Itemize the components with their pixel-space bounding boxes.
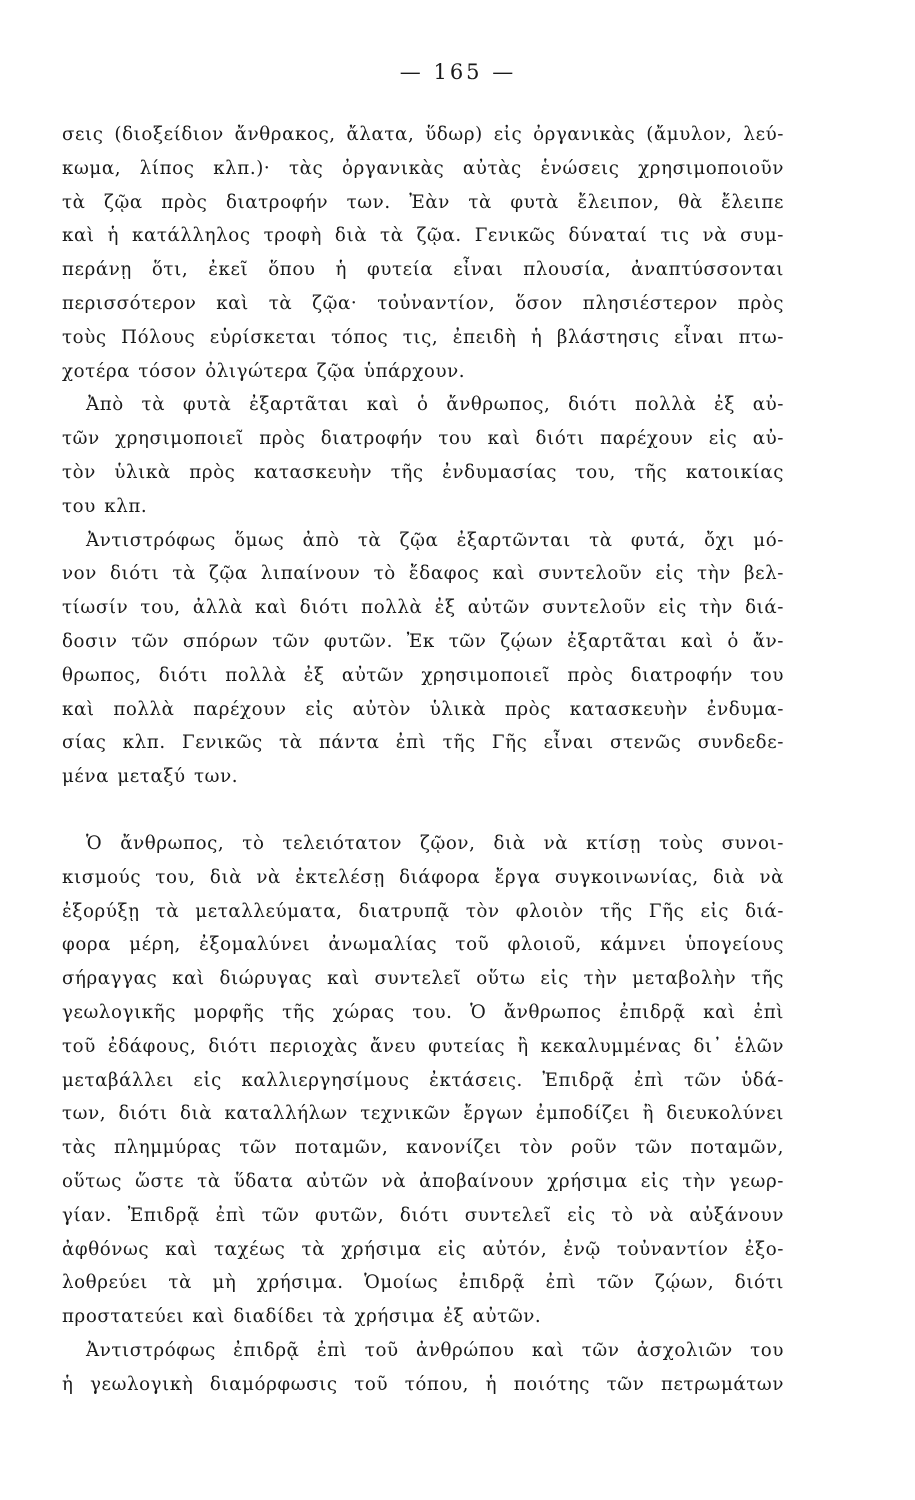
- text-line: σεις (διοξείδιον ἄνθρακος, ἄλατα, ὕδωρ) εἰς ὀργανικὰς (ἄμυλον, λεύ-: [62, 124, 784, 145]
- text-line: μεταβάλλει εἰς καλλιεργησίμους ἐκτάσεις. Ἐπιδρᾷ ἐπὶ τῶν ὑδά-: [62, 1069, 784, 1091]
- text-line: οὕτως ὥστε τὰ ὕδατα αὐτῶν νὰ ἀποβαίνουν χρήσιμα εἰς τὴν γεωρ-: [62, 1170, 784, 1192]
- text-line: κωμα, λίπος κλπ.)· τὰς ὀργανικὰς αὐτὰς ἑνώσεις χρησιμοποιοῦν: [62, 157, 784, 179]
- text-line: δοσιν τῶν σπόρων τῶν φυτῶν. Ἐκ τῶν ζῴων ἐξαρτᾶται καὶ ὁ ἄν-: [62, 630, 784, 652]
- text-line: των, διότι διὰ καταλλήλων τεχνικῶν ἔργων ἐμποδίζει ἢ διευκολύνει: [62, 1103, 784, 1125]
- text-line: τὸν ὑλικὰ πρὸς κατασκευὴν τῆς ἐνδυμασίας του, τῆς κατοικίας: [62, 461, 784, 483]
- paragraph-5: [62, 1334, 784, 1368]
- text-line: γεωλογικῆς μορφῆς τῆς χώρας του. Ὁ ἄνθρωπος ἐπιδρᾷ καὶ ἐπὶ: [62, 1001, 784, 1023]
- text-line: του κλπ.: [62, 495, 148, 517]
- text-line: ἀφθόνως καὶ ταχέως τὰ χρήσιμα εἰς αὐτόν, ἐνῷ τοὐναντίον ἐξο-: [62, 1238, 784, 1260]
- text-line: ἡ γεωλογικὴ διαμόρφωσις τοῦ τόπου, ἡ ποιότης τῶν πετρωμάτων: [62, 1373, 784, 1395]
- text-line: θρωπος, διότι πολλὰ ἐξ αὐτῶν χρησιμοποιεῖ πρὸς διατροφήν του: [62, 664, 784, 686]
- paragraph-3: [62, 524, 784, 558]
- text-line: τοῦ ἐδάφους, διότι περιοχὰς ἄνευ φυτείας ἢ κεκαλυμμένας δι᾽ ἑλῶν: [62, 1035, 784, 1057]
- text-line: κισμούς του, διὰ νὰ ἐκτελέσῃ διάφορα ἔργα συγκοινωνίας, διὰ νὰ: [62, 866, 784, 888]
- paragraph-3-cont: [62, 557, 784, 794]
- text-line: Ἀπὸ τὰ φυτὰ ἐξαρτᾶται καὶ ὁ ἄνθρωπος, διότι πολλὰ ἐξ αὐ-: [86, 394, 784, 416]
- text-line: χοτέρα τόσον ὀλιγώτερα ζῷα ὑπάρχουν.: [62, 360, 466, 382]
- section-gap: [62, 794, 784, 827]
- text-line: τὰς πλημμύρας τῶν ποταμῶν, κανονίζει τὸν ροῦν τῶν ποταμῶν,: [62, 1137, 784, 1159]
- text-line: καὶ πολλὰ παρέχουν εἰς αὐτὸν ὑλικὰ πρὸς κατασκευὴν ἐνδυμα-: [62, 698, 784, 720]
- text-line: τοὺς Πόλους εὑρίσκεται τόπος τις, ἐπειδὴ ἡ βλάστησις εἶναι πτω-: [62, 326, 784, 348]
- paragraph-4: [62, 827, 784, 861]
- text-line: περισσότερον καὶ τὰ ζῷα· τοὐναντίον, ὅσον πλησιέστερον πρὸς: [62, 292, 784, 314]
- text-line: Ἀντιστρόφως ὅμως ἀπὸ τὰ ζῷα ἐξαρτῶνται τὰ φυτά, ὄχι μό-: [86, 529, 784, 551]
- paragraph-1: [62, 118, 784, 388]
- text-line: Ὁ ἄνθρωπος, τὸ τελειότατον ζῷον, διὰ νὰ κτίσῃ τοὺς συνοι-: [86, 832, 784, 854]
- paragraph-4-cont: [62, 861, 784, 1334]
- text-line: γίαν. Ἐπιδρᾷ ἐπὶ τῶν φυτῶν, διότι συντελεῖ εἰς τὸ νὰ αὐξάνουν: [62, 1204, 784, 1226]
- paragraph-2-cont: [62, 422, 784, 523]
- text-line: τῶν χρησιμοποιεῖ πρὸς διατροφήν του καὶ διότι παρέχουν εἰς αὐ-: [62, 428, 784, 450]
- text-line: σίας κλπ. Γενικῶς τὰ πάντα ἐπὶ τῆς Γῆς εἶναι στενῶς συνδεδε-: [62, 732, 784, 754]
- text-line: φορα μέρη, ἐξομαλύνει ἀνωμαλίας τοῦ φλοιοῦ, κάμνει ὑπογείους: [62, 934, 784, 956]
- paragraph-5-cont: [62, 1368, 784, 1402]
- text-line: περάνῃ ὅτι, ἐκεῖ ὅπου ἡ φυτεία εἶναι πλουσία, ἀναπτύσσονται: [62, 259, 784, 281]
- text-line: λοθρεύει τὰ μὴ χρήσιμα. Ὁμοίως ἐπιδρᾷ ἐπὶ τῶν ζῴων, διότι: [62, 1272, 784, 1294]
- page-number: — 165 —: [399, 60, 517, 84]
- text-line: τίωσίν του, ἀλλὰ καὶ διότι πολλὰ ἐξ αὐτῶν συντελοῦν εἰς τὴν διά-: [62, 597, 784, 619]
- text-line: ἐξορύξῃ τὰ μεταλλεύματα, διατρυπᾷ τὸν φλοιὸν τῆς Γῆς εἰς διά-: [62, 900, 784, 922]
- text-line: Ἀντιστρόφως ἐπιδρᾷ ἐπὶ τοῦ ἀνθρώπου καὶ τῶν ἀσχολιῶν του: [86, 1339, 784, 1361]
- text-line: σήραγγας καὶ διώρυγας καὶ συντελεῖ οὕτω εἰς τὴν μεταβολὴν τῆς: [62, 968, 784, 990]
- text-line: προστατεύει καὶ διαδίδει τὰ χρήσιμα ἐξ αὐτῶν.: [62, 1306, 542, 1328]
- text-line: καὶ ἡ κατάλληλος τροφὴ διὰ τὰ ζῷα. Γενικῶς δύναταί τις νὰ συμ-: [62, 225, 784, 247]
- paragraph-2: [62, 388, 784, 422]
- book-page: [62, 60, 784, 1401]
- text-line: νον διότι τὰ ζῷα λιπαίνουν τὸ ἔδαφος καὶ συντελοῦν εἰς τὴν βελ-: [62, 563, 784, 585]
- text-line: μένα μεταξύ των.: [62, 766, 239, 788]
- text-line: τὰ ζῷα πρὸς διατροφήν των. Ἐὰν τὰ φυτὰ ἔλειπον, θὰ ἔλειπε: [62, 191, 784, 213]
